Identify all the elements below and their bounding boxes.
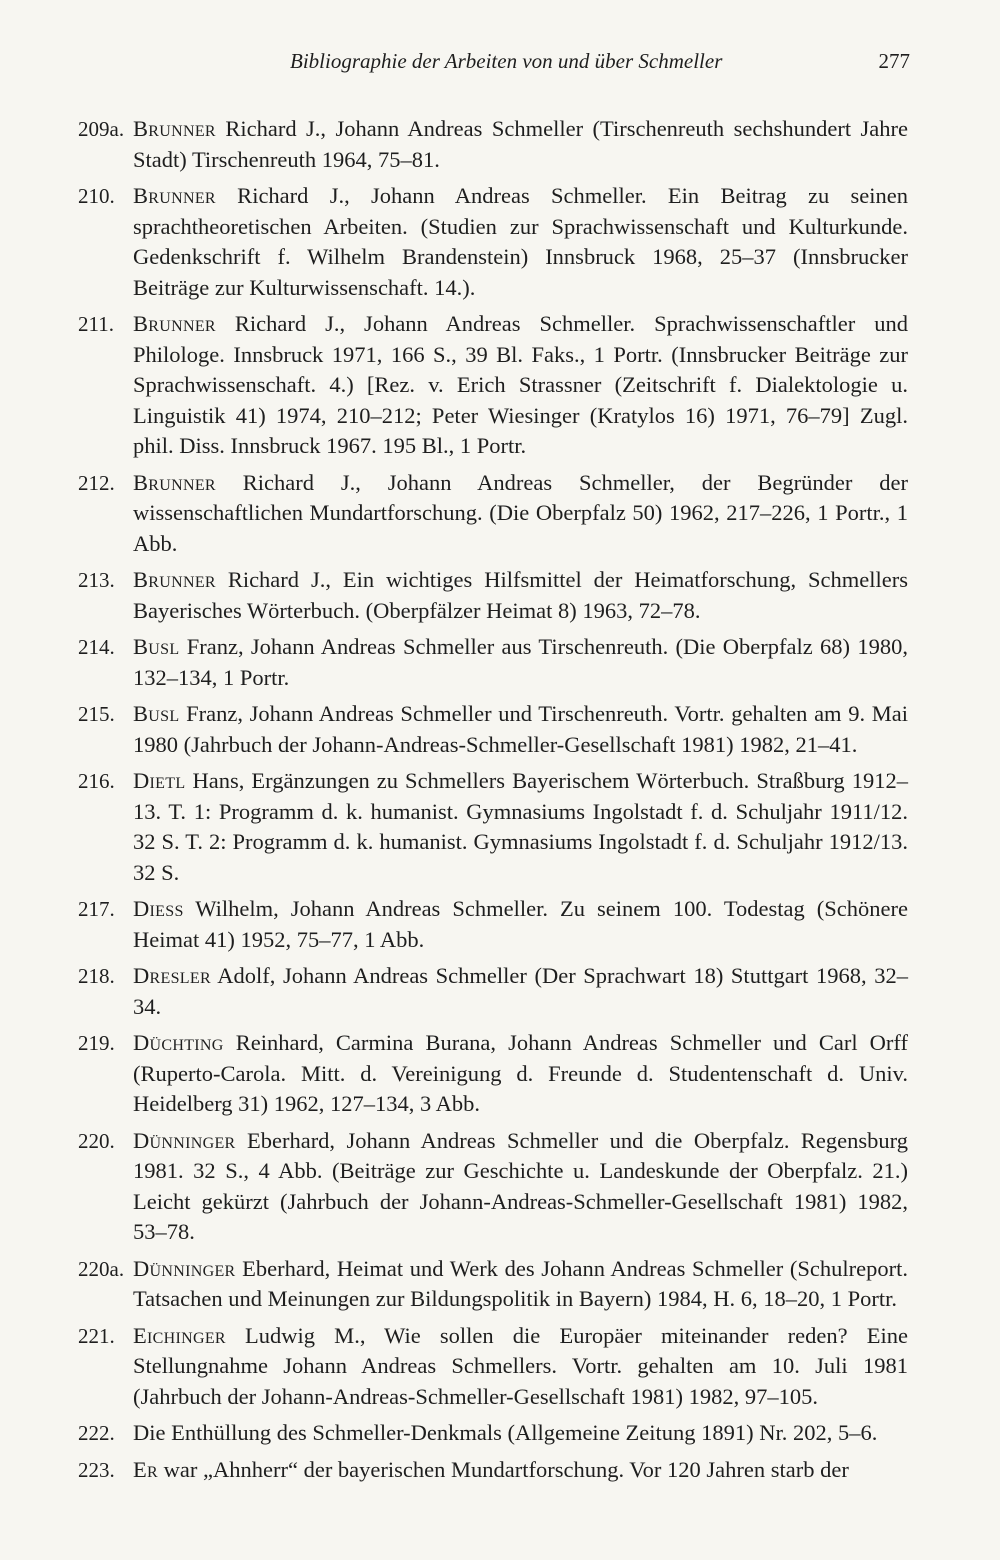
entry-body: Richard J., Johann Andreas Schmeller (Tirschenreuth sechshundert Jahre Stadt) Tirschenreuth 1964, 75–81. [133,116,908,172]
entry-number: 218. [78,964,115,988]
entry-author: Brunner [133,116,216,141]
entry-number: 221. [78,1323,115,1348]
bibliography-list [78,114,908,1491]
entry-author: Er [133,1456,159,1482]
entry-number: 213. [78,568,115,592]
entry-author: Dünninger [133,1255,236,1281]
entry-number: 220. [78,1128,115,1153]
entry-body: war „Ahnherr“ der bayerischen Mundartforschung. Vor 120 Jahren starb der [158,1456,849,1482]
entry-number: 220a. [78,1256,125,1281]
entry-body: Richard J., Ein wichtiges Hilfsmittel der Heimatforschung, Schmellers Bayerisches Wörterbuch. (Oberpfälzer Heimat 8) 1963, 72–78. [133,567,908,623]
bibliography-entry [78,565,908,626]
entry-body: Richard J., Johann Andreas Schmeller, der Begründer der wissenschaftlichen Mundartforschung. (Die Oberpfalz 50) 1962, 217–226, 1 Portr., 1 Abb. [133,469,908,556]
entry-body: Die Enthüllung des Schmeller-Denkmals (Allgemeine Zeitung 1891) Nr. 202, 5–6. [133,1420,878,1445]
entry-author: Brunner [133,567,216,592]
entry-text [133,1321,908,1413]
entry-text [133,468,908,560]
entry-body: Wilhelm, Johann Andreas Schmeller. Zu seinem 100. Todestag (Schönere Heimat 41) 1952, 75–77, 1 Abb. [133,896,908,952]
entry-number: 212. [78,470,115,495]
entry-body: Reinhard, Carmina Burana, Johann Andreas Schmeller und Carl Orff (Ruperto-Carola. Mitt. d. Vereinigung d. Freunde d. Studentenschaft d. Univ. Heidelberg 31) 1962, 127–134, 3 Abb. [133,1030,908,1116]
bibliography-entry [78,961,908,1022]
entry-text [133,894,908,955]
entry-body: Franz, Johann Andreas Schmeller und Tirschenreuth. Vortr. gehalten am 9. Mai 1980 (Jahrbuch der Johann-Andreas-Schmeller-Gesellschaft 1981) 1982, 21–41. [133,701,908,757]
entry-number: 211. [78,312,114,336]
entry-body: Eberhard, Heimat und Werk des Johann Andreas Schmeller (Schulreport. Tatsachen und Meinungen zur Bildungspolitik in Bayern) 1984, H. 6, 18–20, 1 Portr. [133,1255,908,1311]
entry-text [133,309,908,462]
entry-text [133,632,908,693]
entry-number: 222. [78,1421,115,1445]
entry-text [133,699,908,760]
entry-author: Diess [133,896,184,921]
entry-body: Richard J., Johann Andreas Schmeller. Ein Beitrag zu seinen sprachtheoretischen Arbeiten. (Studien zur Sprachwissenschaft und Kulturkunde. Gedenkschrift f. Wilhelm Brandenstein) Innsbruck 1968, 25–37 (Innsbrucker Beiträge zur Kulturwissenschaft. 14.). [133,183,908,300]
entry-number: 214. [78,635,115,659]
entry-number: 216. [78,769,115,793]
entry-body: Adolf, Johann Andreas Schmeller (Der Sprachwart 18) Stuttgart 1968, 32–34. [133,963,908,1019]
entry-text [133,1418,908,1449]
entry-body: Ludwig M., Wie sollen die Europäer miteinander reden? Eine Stellungnahme Johann Andreas Schmellers. Vortr. gehalten am 10. Juli 1981 (Jahrbuch der Johann-Andreas-Schmeller-Gesellschaft 1981) 1982, 97–105. [133,1322,908,1409]
entry-author: Brunner [133,183,216,208]
bibliography-entry [78,309,908,462]
entry-author: Dünninger [133,1127,236,1153]
bibliography-entry [78,1254,908,1315]
bibliography-entry [78,1126,908,1248]
bibliography-entry [78,766,908,888]
entry-text [133,1455,908,1486]
entry-number: 217. [78,897,115,921]
entry-text [133,114,908,175]
bibliography-entry [78,1418,908,1449]
running-header [290,49,910,79]
running-title: Bibliographie der Arbeiten von und über Schmeller [290,49,723,73]
bibliography-entry [78,114,908,175]
bibliography-entry [78,181,908,303]
bibliography-entry [78,632,908,693]
entry-text [133,1254,908,1315]
entry-author: Dietl [133,768,186,793]
bibliography-entry [78,699,908,760]
entry-number: 209a. [78,117,125,141]
entry-body: Hans, Ergänzungen zu Schmellers Bayerischem Wörterbuch. Straßburg 1912–13. T. 1: Programm d. k. humanist. Gymnasiums Ingolstadt f. d. Schuljahr 1911/12. 32 S. T. 2: Programm d. k. humanist. Gymnasiums Ingolstadt f. d. Schuljahr 1912/13. 32 S. [133,768,908,885]
entry-text [133,1028,908,1120]
entry-body: Richard J., Johann Andreas Schmeller. Sprachwissenschaftler und Philologe. Innsbruck 1971, 166 S., 39 Bl. Faks., 1 Portr. (Innsbrucker Beiträge zur Sprachwissenschaft. 4.) [Rez. v. Erich Strassner (Zeitschrift f. Dialektologie u. Linguistik 41) 1974, 210–212; Peter Wiesinger (Kratylos 16) 1971, 76–79] Zugl. phil. Diss. Innsbruck 1967. 195 Bl., 1 Portr. [133,311,908,458]
entry-text [133,181,908,303]
entry-text [133,766,908,888]
entry-author: Düchting [133,1030,224,1055]
entry-number: 210. [78,184,115,208]
entry-author: Brunner [133,469,216,495]
entry-number: 219. [78,1031,115,1055]
entry-author: Eichinger [133,1322,226,1348]
bibliography-entry [78,468,908,560]
bibliography-entry [78,1028,908,1120]
entry-text [133,565,908,626]
entry-author: Busl [133,701,180,726]
bibliography-entry [78,894,908,955]
entry-text [133,1126,908,1248]
page-number: 277 [878,49,910,73]
entry-author: Dresler [133,963,211,988]
entry-number: 215. [78,702,115,726]
entry-number: 223. [78,1457,115,1482]
entry-body: Eberhard, Johann Andreas Schmeller und die Oberpfalz. Regensburg 1981. 32 S., 4 Abb. (Beiträge zur Geschichte u. Landeskunde der Oberpfalz. 21.) Leicht gekürzt (Jahrbuch der Johann-Andreas-Schmeller-Gesellschaft 1981) 1982, 53–78. [133,1127,908,1244]
entry-author: Brunner [133,311,216,336]
entry-body: Franz, Johann Andreas Schmeller aus Tirschenreuth. (Die Oberpfalz 68) 1980, 132–134, 1 Portr. [133,634,908,690]
bibliography-entry [78,1321,908,1413]
bibliography-entry [78,1455,908,1486]
entry-text [133,961,908,1022]
entry-author: Busl [133,634,180,659]
